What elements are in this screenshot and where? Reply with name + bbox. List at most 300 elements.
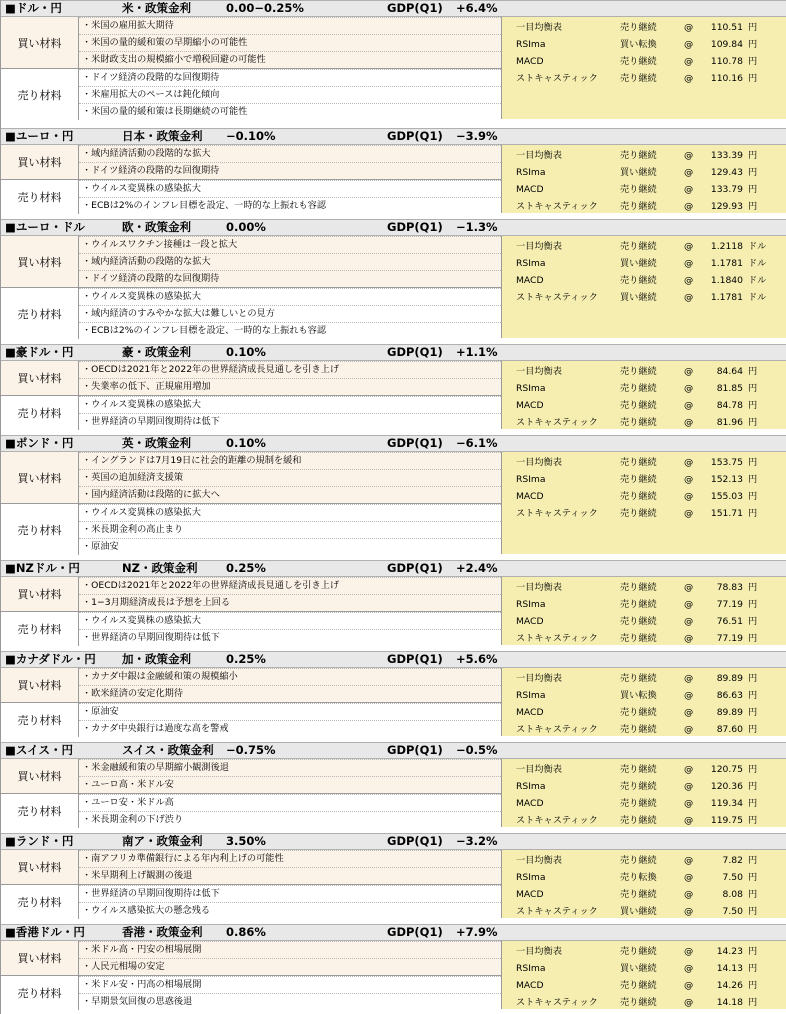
technical-signal-row [502, 869, 786, 886]
gdp-label: GDP(Q1) [387, 345, 443, 359]
section-body [1, 17, 786, 119]
sell-factors-label: 売り材料 [1, 794, 79, 828]
buy-factor-item: ・欧米経済の安定化期待 [79, 685, 501, 702]
sell-factors-group [1, 611, 501, 645]
at-symbol: @ [684, 889, 694, 900]
policy-rate-value: 3.50% [226, 834, 266, 848]
price-unit: 円 [748, 889, 758, 900]
price-unit: ドル [748, 292, 767, 303]
at-symbol: @ [684, 39, 694, 50]
at-symbol: @ [684, 798, 694, 809]
pair-name: ■ユーロ・円 [5, 129, 74, 143]
gdp-value: +6.4% [456, 1, 498, 15]
indicator-name: MACD [516, 275, 544, 286]
indicator-name: 一目均衡表 [516, 150, 562, 161]
price-value: 89.89 [716, 673, 743, 684]
price-value: 1.2118 [710, 241, 743, 252]
at-symbol: @ [684, 997, 694, 1008]
section-header [1, 742, 786, 759]
signal-text: 買い転換 [620, 690, 657, 701]
price-unit: 円 [748, 383, 758, 394]
price-unit: 円 [748, 22, 758, 33]
gdp-value: +5.6% [456, 652, 498, 666]
technical-signal-row [502, 19, 786, 36]
sell-factors-group [1, 68, 501, 119]
price-unit: ドル [748, 258, 767, 269]
price-unit: 円 [748, 474, 758, 485]
price-unit: 円 [748, 633, 758, 644]
price-unit: 円 [748, 184, 758, 195]
indicator-name: RSIma [516, 690, 546, 701]
buy-factors-group [1, 759, 501, 793]
policy-rate-label: 香港・政策金利 [122, 925, 203, 939]
policy-rate-value: −0.75% [226, 743, 276, 757]
price-value: 1.1781 [710, 292, 743, 303]
price-value: 119.75 [710, 815, 743, 826]
price-unit: 円 [748, 815, 758, 826]
gdp-label: GDP(Q1) [387, 220, 443, 234]
buy-factors-label: 買い材料 [1, 668, 79, 702]
price-unit: 円 [748, 764, 758, 775]
section-body [1, 668, 786, 736]
signal-text: 売り継続 [620, 582, 657, 593]
at-symbol: @ [684, 764, 694, 775]
technical-signal-row [502, 272, 786, 289]
buy-factors-group [1, 577, 501, 611]
technical-signal-row [502, 630, 786, 647]
signal-text: 売り継続 [620, 599, 657, 610]
technical-signals-panel [501, 145, 786, 213]
buy-factors-group [1, 17, 501, 68]
section-body [1, 941, 786, 1009]
at-symbol: @ [684, 167, 694, 178]
indicator-name: 一目均衡表 [516, 241, 562, 252]
at-symbol: @ [684, 417, 694, 428]
at-symbol: @ [684, 690, 694, 701]
at-symbol: @ [684, 872, 694, 883]
price-value: 110.78 [710, 56, 743, 67]
buy-factor-item: ・イングランドは7月19日に社会的距離の規制を緩和 [79, 452, 501, 469]
indicator-name: MACD [516, 491, 544, 502]
price-unit: 円 [748, 167, 758, 178]
price-unit: 円 [748, 781, 758, 792]
signal-text: 売り継続 [620, 633, 657, 644]
indicator-name: MACD [516, 56, 544, 67]
at-symbol: @ [684, 366, 694, 377]
indicator-name: 一目均衡表 [516, 457, 562, 468]
indicator-name: ストキャスティック [516, 73, 598, 84]
buy-factors-label: 買い材料 [1, 236, 79, 287]
price-unit: 円 [748, 707, 758, 718]
price-value: 133.39 [710, 150, 743, 161]
gdp-label: GDP(Q1) [387, 834, 443, 848]
sell-factors-group [1, 287, 501, 338]
section-header [1, 833, 786, 850]
sell-factor-item: ・原油安 [79, 703, 501, 720]
sell-factors-label: 売り材料 [1, 504, 79, 555]
technical-signal-row [502, 943, 786, 960]
gdp-label: GDP(Q1) [387, 129, 443, 143]
price-value: 151.71 [710, 508, 743, 519]
technical-signals-panel [501, 17, 786, 119]
buy-factors-label: 買い材料 [1, 759, 79, 793]
gdp-value: −0.5% [456, 743, 498, 757]
technical-signal-row [502, 812, 786, 829]
price-value: 77.19 [716, 599, 743, 610]
technical-signal-row [502, 70, 786, 87]
technical-signals-panel [501, 941, 786, 1009]
price-unit: 円 [748, 366, 758, 377]
signal-text: 売り継続 [620, 707, 657, 718]
technical-signals-panel [501, 577, 786, 645]
section-body [1, 236, 786, 338]
price-unit: 円 [748, 906, 758, 917]
sell-factors-label: 売り材料 [1, 396, 79, 430]
buy-factor-item: ・米財政支出の規模縮小で増税回避の可能性 [79, 51, 501, 68]
price-value: 109.84 [710, 39, 743, 50]
indicator-name: MACD [516, 616, 544, 627]
pair-name: ■香港ドル・円 [5, 925, 85, 939]
signal-text: 売り継続 [620, 946, 657, 957]
technical-signal-row [502, 778, 786, 795]
indicator-name: ストキャスティック [516, 292, 598, 303]
price-unit: 円 [748, 724, 758, 735]
sell-factors-group [1, 503, 501, 554]
buy-factors-group [1, 850, 501, 884]
indicator-name: RSIma [516, 258, 546, 269]
sell-factors-label: 売り材料 [1, 69, 79, 120]
price-value: 7.50 [722, 872, 743, 883]
policy-rate-value: 0.00% [226, 220, 266, 234]
signal-text: 買い継続 [620, 167, 657, 178]
indicator-name: RSIma [516, 383, 546, 394]
policy-rate-label: 豪・政策金利 [122, 345, 191, 359]
section-body [1, 577, 786, 645]
sell-factors-group [1, 975, 501, 1009]
gdp-label: GDP(Q1) [387, 743, 443, 757]
technical-signal-row [502, 397, 786, 414]
at-symbol: @ [684, 73, 694, 84]
price-unit: 円 [748, 599, 758, 610]
technical-signal-row [502, 795, 786, 812]
buy-factors-group [1, 452, 501, 503]
sell-factors-label: 売り材料 [1, 885, 79, 919]
policy-rate-label: 南ア・政策金利 [122, 834, 203, 848]
signal-text: 売り継続 [620, 241, 657, 252]
price-value: 87.60 [716, 724, 743, 735]
signal-text: 売り継続 [620, 997, 657, 1008]
buy-factors-group [1, 145, 501, 179]
price-value: 84.64 [716, 366, 743, 377]
indicator-name: 一目均衡表 [516, 946, 562, 957]
price-value: 14.23 [716, 946, 743, 957]
sell-factor-item: ・米国の量的緩和策は長期継続の可能性 [79, 103, 501, 120]
technical-signal-row [502, 198, 786, 215]
gdp-value: −3.9% [456, 129, 498, 143]
price-unit: 円 [748, 673, 758, 684]
sell-factors-label: 売り材料 [1, 180, 79, 214]
technical-signal-row [502, 596, 786, 613]
price-unit: 円 [748, 201, 758, 212]
technical-signals-panel [501, 759, 786, 827]
sell-factors-label: 売り材料 [1, 612, 79, 646]
at-symbol: @ [684, 508, 694, 519]
pair-name: ■ポンド・円 [5, 436, 74, 450]
price-value: 110.16 [710, 73, 743, 84]
sell-factor-item: ・世界経済の早期回復期待は低下 [79, 413, 501, 430]
price-value: 1.1840 [710, 275, 743, 286]
at-symbol: @ [684, 906, 694, 917]
at-symbol: @ [684, 457, 694, 468]
technical-signal-row [502, 761, 786, 778]
section-body [1, 759, 786, 827]
signal-text: 売り継続 [620, 781, 657, 792]
signal-text: 売り継続 [620, 764, 657, 775]
signal-text: 売り継続 [620, 724, 657, 735]
sell-factor-item: ・米長期金利の下げ渋り [79, 811, 501, 828]
price-unit: 円 [748, 508, 758, 519]
gdp-value: +2.4% [456, 561, 498, 575]
technical-signal-row [502, 613, 786, 630]
signal-text: 買い継続 [620, 292, 657, 303]
policy-rate-label: 日本・政策金利 [122, 129, 203, 143]
buy-factors-group [1, 668, 501, 702]
at-symbol: @ [684, 241, 694, 252]
buy-factor-item: ・1−3月期経済成長は予想を上回る [79, 594, 501, 611]
at-symbol: @ [684, 400, 694, 411]
buy-factor-item: ・米金融緩和策の早期縮小観測後退 [79, 759, 501, 776]
technical-signal-row [502, 289, 786, 306]
price-value: 152.13 [710, 474, 743, 485]
at-symbol: @ [684, 980, 694, 991]
price-value: 84.78 [716, 400, 743, 411]
signal-text: 売り継続 [620, 22, 657, 33]
at-symbol: @ [684, 855, 694, 866]
price-unit: 円 [748, 997, 758, 1008]
technical-signal-row [502, 704, 786, 721]
price-unit: 円 [748, 963, 758, 974]
sell-factor-item: ・ウイルス変異株の感染拡大 [79, 288, 501, 305]
at-symbol: @ [684, 150, 694, 161]
pair-name: ■豪ドル・円 [5, 345, 74, 359]
indicator-name: RSIma [516, 963, 546, 974]
section-header [1, 435, 786, 452]
sell-factor-item: ・域内経済のすみやかな拡大は難しいとの見方 [79, 305, 501, 322]
at-symbol: @ [684, 633, 694, 644]
price-unit: 円 [748, 946, 758, 957]
price-value: 81.96 [716, 417, 743, 428]
sell-factor-item: ・カナダ中央銀行は過度な高を警戒 [79, 720, 501, 737]
indicator-name: MACD [516, 400, 544, 411]
technical-signal-row [502, 181, 786, 198]
price-value: 133.79 [710, 184, 743, 195]
technical-signal-row [502, 380, 786, 397]
sell-factors-group [1, 884, 501, 918]
price-unit: 円 [748, 690, 758, 701]
indicator-name: 一目均衡表 [516, 366, 562, 377]
pair-name: ■ランド・円 [5, 834, 74, 848]
section-body [1, 452, 786, 554]
price-value: 7.50 [722, 906, 743, 917]
sell-factor-item: ・ウイルス変異株の感染拡大 [79, 504, 501, 521]
indicator-name: RSIma [516, 167, 546, 178]
sell-factor-item: ・ECBは2%のインフレ目標を設定、一時的な上振れも容認 [79, 197, 501, 214]
indicator-name: MACD [516, 980, 544, 991]
price-unit: 円 [748, 400, 758, 411]
buy-factor-item: ・人民元相場の安定 [79, 958, 501, 975]
at-symbol: @ [684, 946, 694, 957]
signal-text: 売り継続 [620, 366, 657, 377]
buy-factor-item: ・失業率の低下、正規雇用増加 [79, 378, 501, 395]
policy-rate-label: スイス・政策金利 [122, 743, 214, 757]
at-symbol: @ [684, 781, 694, 792]
pair-name: ■ユーロ・ドル [5, 220, 85, 234]
buy-factor-item: ・米国の量的緩和策の早期縮小の可能性 [79, 34, 501, 51]
indicator-name: RSIma [516, 872, 546, 883]
signal-text: 売り継続 [620, 491, 657, 502]
technical-signal-row [502, 670, 786, 687]
technical-signal-row [502, 363, 786, 380]
price-unit: 円 [748, 457, 758, 468]
price-value: 155.03 [710, 491, 743, 502]
policy-rate-label: 加・政策金利 [122, 652, 191, 666]
technical-signal-row [502, 994, 786, 1011]
buy-factor-item: ・ウイルスワクチン接種は一段と拡大 [79, 236, 501, 253]
buy-factor-item: ・南アフリカ準備銀行による年内利上げの可能性 [79, 850, 501, 867]
pair-name: ■カナダドル・円 [5, 652, 96, 666]
price-unit: 円 [748, 73, 758, 84]
price-value: 77.19 [716, 633, 743, 644]
gdp-label: GDP(Q1) [387, 436, 443, 450]
price-value: 120.36 [710, 781, 743, 792]
indicator-name: ストキャスティック [516, 508, 598, 519]
policy-rate-label: NZ・政策金利 [122, 561, 198, 575]
sell-factor-item: ・ウイルス感染拡大の懸念残る [79, 902, 501, 919]
sell-factor-item: ・ECBは2%のインフレ目標を設定、一時的な上振れも容認 [79, 322, 501, 339]
at-symbol: @ [684, 56, 694, 67]
technical-signals-panel [501, 361, 786, 429]
gdp-value: −6.1% [456, 436, 498, 450]
buy-factors-label: 買い材料 [1, 577, 79, 611]
technical-signal-row [502, 164, 786, 181]
indicator-name: MACD [516, 798, 544, 809]
signal-text: 買い継続 [620, 906, 657, 917]
price-unit: 円 [748, 872, 758, 883]
price-unit: ドル [748, 241, 767, 252]
signal-text: 売り継続 [620, 56, 657, 67]
signal-text: 売り継続 [620, 815, 657, 826]
buy-factors-label: 買い材料 [1, 850, 79, 884]
at-symbol: @ [684, 275, 694, 286]
policy-rate-value: 0.00−0.25% [226, 1, 304, 15]
technical-signals-panel [501, 452, 786, 554]
gdp-value: +7.9% [456, 925, 498, 939]
signal-text: 買い転換 [620, 39, 657, 50]
indicator-name: 一目均衡表 [516, 673, 562, 684]
price-value: 76.51 [716, 616, 743, 627]
indicator-name: MACD [516, 184, 544, 195]
signal-text: 売り継続 [620, 417, 657, 428]
price-value: 7.82 [722, 855, 743, 866]
buy-factors-group [1, 361, 501, 395]
technical-signal-row [502, 721, 786, 738]
signal-text: 売り継続 [620, 474, 657, 485]
sell-factors-group [1, 395, 501, 429]
indicator-name: ストキャスティック [516, 724, 598, 735]
gdp-label: GDP(Q1) [387, 1, 443, 15]
policy-rate-label: 欧・政策金利 [122, 220, 191, 234]
buy-factors-group [1, 941, 501, 975]
at-symbol: @ [684, 707, 694, 718]
at-symbol: @ [684, 724, 694, 735]
section-header [1, 219, 786, 236]
signal-text: 売り継続 [620, 400, 657, 411]
at-symbol: @ [684, 383, 694, 394]
technical-signal-row [502, 255, 786, 272]
at-symbol: @ [684, 22, 694, 33]
sell-factor-item: ・原油安 [79, 538, 501, 555]
technical-signal-row [502, 960, 786, 977]
buy-factor-item: ・OECDは2021年と2022年の世界経済成長見通しを引き上げ [79, 361, 501, 378]
buy-factor-item: ・域内経済活動の段階的な拡大 [79, 253, 501, 270]
price-value: 8.08 [722, 889, 743, 900]
sell-factors-label: 売り材料 [1, 703, 79, 737]
buy-factors-label: 買い材料 [1, 361, 79, 395]
sell-factor-item: ・ユーロ安・米ドル高 [79, 794, 501, 811]
at-symbol: @ [684, 599, 694, 610]
indicator-name: 一目均衡表 [516, 582, 562, 593]
policy-rate-value: −0.10% [226, 129, 276, 143]
indicator-name: ストキャスティック [516, 997, 598, 1008]
buy-factors-label: 買い材料 [1, 17, 79, 68]
gdp-value: −3.2% [456, 834, 498, 848]
technical-signal-row [502, 471, 786, 488]
policy-rate-label: 米・政策金利 [122, 1, 191, 15]
at-symbol: @ [684, 258, 694, 269]
signal-text: 買い継続 [620, 963, 657, 974]
sell-factor-item: ・米ドル安・円高の相場展開 [79, 976, 501, 993]
buy-factor-item: ・米ドル高・円安の相場展開 [79, 941, 501, 958]
buy-factor-item: ・国内経済活動は段階的に拡大へ [79, 486, 501, 503]
sell-factors-group [1, 702, 501, 736]
sell-factors-group [1, 179, 501, 213]
price-unit: ドル [748, 275, 767, 286]
signal-text: 売り継続 [620, 184, 657, 195]
indicator-name: MACD [516, 889, 544, 900]
gdp-label: GDP(Q1) [387, 925, 443, 939]
gdp-label: GDP(Q1) [387, 652, 443, 666]
technical-signal-row [502, 488, 786, 505]
at-symbol: @ [684, 616, 694, 627]
policy-rate-value: 0.25% [226, 652, 266, 666]
indicator-name: ストキャスティック [516, 815, 598, 826]
indicator-name: RSIma [516, 39, 546, 50]
price-unit: 円 [748, 616, 758, 627]
at-symbol: @ [684, 201, 694, 212]
indicator-name: ストキャスティック [516, 906, 598, 917]
section-header [1, 344, 786, 361]
technical-signal-row [502, 36, 786, 53]
buy-factor-item: ・米早期利上げ観測の後退 [79, 867, 501, 884]
signal-text: 売り継続 [620, 980, 657, 991]
section-body [1, 361, 786, 429]
section-header [1, 128, 786, 145]
indicator-name: 一目均衡表 [516, 764, 562, 775]
indicator-name: RSIma [516, 474, 546, 485]
price-value: 153.75 [710, 457, 743, 468]
technical-signal-row [502, 579, 786, 596]
indicator-name: RSIma [516, 599, 546, 610]
